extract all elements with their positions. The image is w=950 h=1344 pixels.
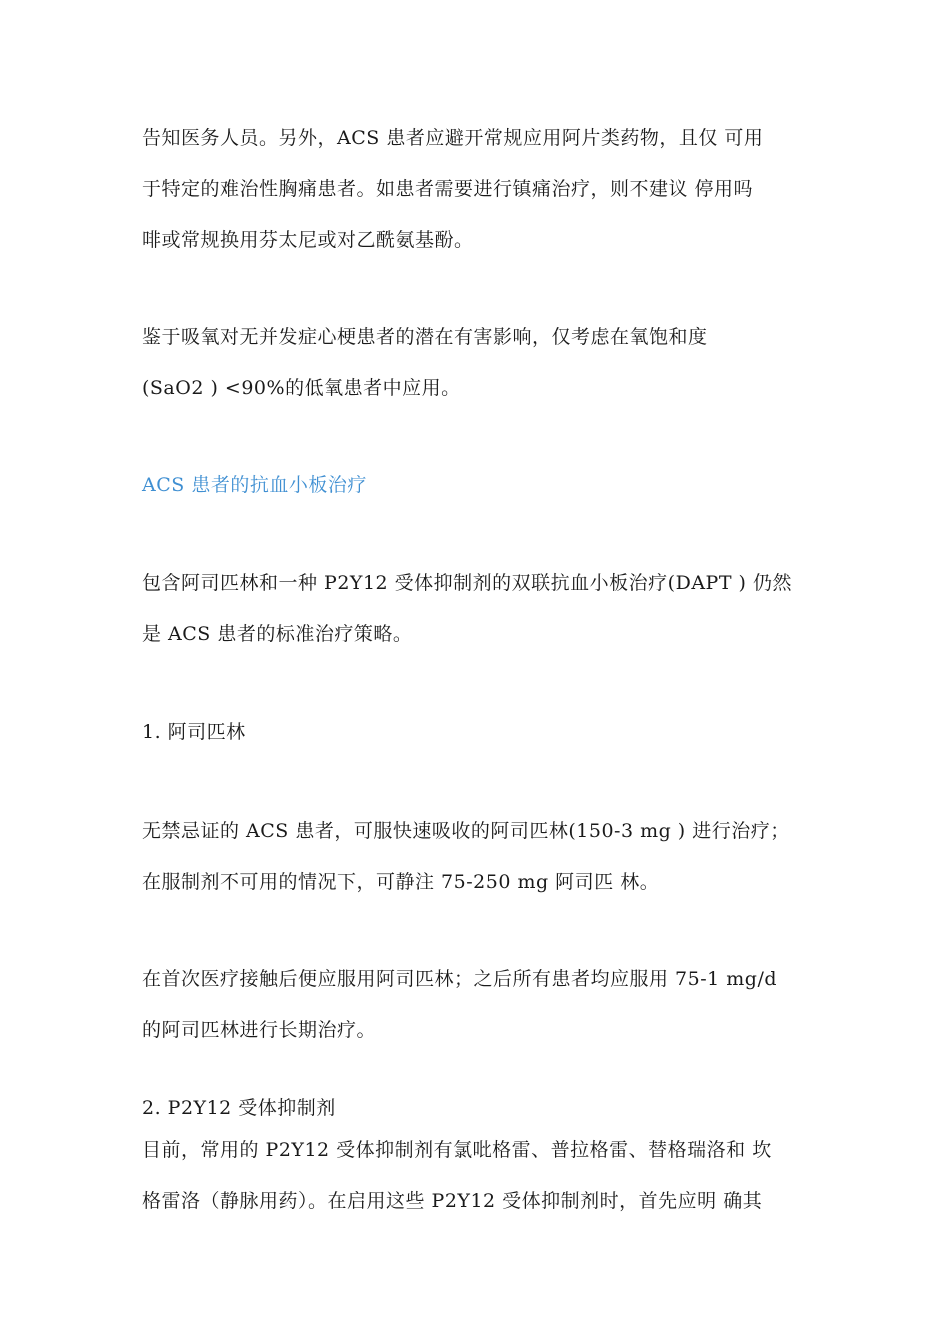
paragraph-line: 格雷洛（静脉用药）。在启用这些 P2Y12 受体抑制剂时，首先应明 确其 <box>142 1190 763 1212</box>
paragraph-line: 无禁忌证的 ACS 患者，可服快速吸收的阿司匹林(150-3 mg ) 进行治疗； <box>142 820 790 842</box>
section-heading-link[interactable]: ACS 患者的抗血小板治疗 <box>142 474 367 496</box>
paragraph-line: (SaO2 ) <90%的低氧患者中应用。 <box>142 377 461 399</box>
paragraph-line: 在首次医疗接触后便应服用阿司匹林；之后所有患者均应服用 75-1 mg/d <box>142 968 778 990</box>
list-item-heading: 2. P2Y12 受体抑制剂 <box>142 1097 336 1119</box>
paragraph-line: 于特定的难治性胸痛患者。如患者需要进行镇痛治疗，则不建议 停用吗 <box>142 178 754 200</box>
paragraph-line: 在服制剂不可用的情况下，可静注 75-250 mg 阿司匹 林。 <box>142 871 660 893</box>
paragraph-line: 包含阿司匹林和一种 P2Y12 受体抑制剂的双联抗血小板治疗(DAPT ) 仍然 <box>142 572 792 594</box>
paragraph-line: 的阿司匹林进行长期治疗。 <box>142 1019 377 1041</box>
paragraph-line: 目前，常用的 P2Y12 受体抑制剂有氯吡格雷、普拉格雷、替格瑞洛和 坎 <box>142 1139 772 1161</box>
list-item-heading: 1. 阿司匹林 <box>142 721 246 743</box>
paragraph-line: 告知医务人员。另外，ACS 患者应避开常规应用阿片类药物，且仅 可用 <box>142 127 764 149</box>
paragraph-line: 鉴于吸氧对无并发症心梗患者的潜在有害影响，仅考虑在氧饱和度 <box>142 326 708 348</box>
paragraph-line: 啡或常规换用芬太尼或对乙酰氨基酚。 <box>142 229 474 251</box>
paragraph-line: 是 ACS 患者的标准治疗策略。 <box>142 623 413 645</box>
